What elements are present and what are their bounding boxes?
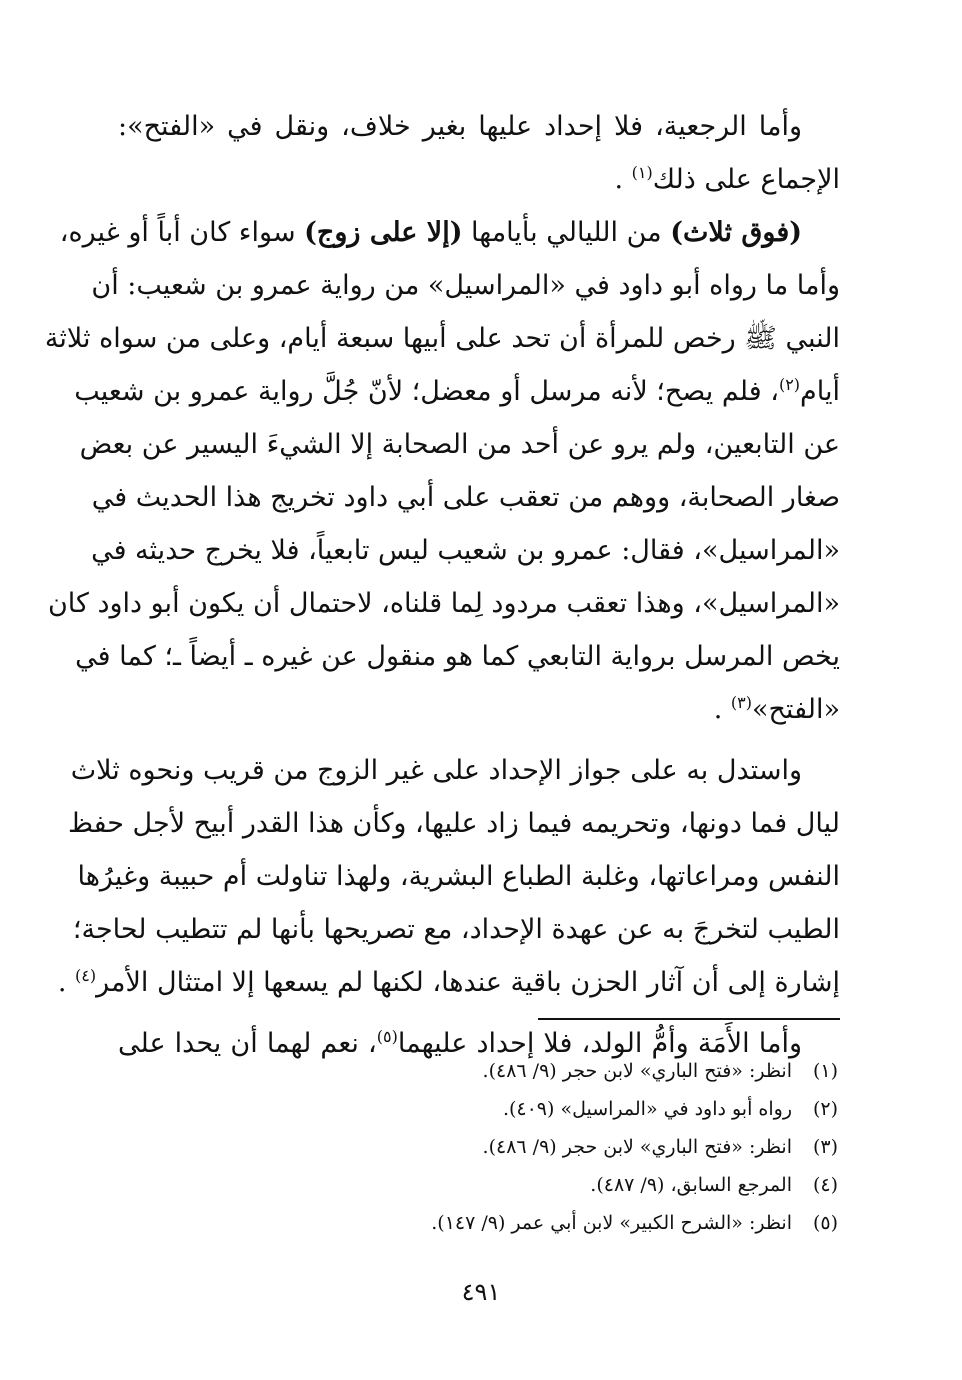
text-segment: ، فلم يصح؛ لأنه مرسل أو معضل؛ لأنّ جُلَّ رواية عمرو بن شعيب xyxy=(74,376,779,407)
text-segment: ، نعم لهما أن يحدا على xyxy=(118,1028,377,1059)
text-segment: «الفتح» xyxy=(751,694,840,725)
footnotes xyxy=(300,1052,838,1242)
text-segment: إشارة إلى أن آثار الحزن باقية عندها، لكنها لم يسعها إلا امتثال الأمر xyxy=(96,967,840,998)
text-segment: . xyxy=(614,164,624,195)
footnote-number: (٤) xyxy=(812,1174,838,1196)
text-segment: أيام xyxy=(800,376,840,407)
text-line: الطيب لتخرجَ به عن عهدة الإحداد، مع تصريحها بأنها لم تتطيب لحاجة؛ xyxy=(72,914,840,945)
footnote-ref-2: (٢) xyxy=(778,375,801,394)
text-segment: وأما الأَمَة وأمُّ الولد، فلا إحداد عليهما xyxy=(397,1028,802,1059)
text-segment: الإجماع على ذلك xyxy=(652,164,840,195)
footnote-ref-4: (٤) xyxy=(75,966,97,985)
paragraph-2 xyxy=(44,206,840,736)
footnote-number: (٢) xyxy=(812,1098,838,1120)
text-segment: من الليالي بأيامها xyxy=(462,217,671,248)
paragraph-1 xyxy=(118,100,840,206)
footnote-text: رواه أبو داود في «المراسيل» (٤٠٩). xyxy=(502,1098,792,1120)
text-line: النبي ﷺ رخص للمرأة أن تحد على أبيها سبعة أيام، وعلى من سواه ثلاثة xyxy=(44,323,840,354)
text-line: يخص المرسل برواية التابعي كما هو منقول عن غيره ـ أيضاً ـ؛ كما في xyxy=(75,641,840,672)
text-line xyxy=(59,206,840,259)
footnote-text: انظر: «الشرح الكبير» لابن أبي عمر (٩/ ١٤٧). xyxy=(431,1212,792,1234)
main-text xyxy=(44,100,840,1070)
footnote-number: (٣) xyxy=(812,1136,838,1158)
matn-phrase: (إلا على زوج) xyxy=(304,217,463,248)
text-line: وأما ما رواه أبو داود في «المراسيل» من رواية عمرو بن شعيب: أن xyxy=(91,270,840,301)
footnote-ref-1: (١) xyxy=(631,163,653,182)
footnote-text: انظر: «فتح الباري» لابن حجر (٩/ ٤٨٦). xyxy=(482,1136,792,1158)
footnote xyxy=(300,1052,838,1090)
text-line: وأما الرجعية، فلا إحداد عليها بغير خلاف، ونقل في «الفتح»: xyxy=(118,111,802,142)
text-line: «المراسيل»، فقال: عمرو بن شعيب ليس تابعياً، فلا يخرج حديثه في xyxy=(91,535,840,566)
footnote-number: (١) xyxy=(812,1060,838,1082)
footnote xyxy=(300,1090,838,1128)
text-line xyxy=(118,153,840,206)
footnote-ref-5: (٥) xyxy=(376,1027,398,1046)
paragraph-3 xyxy=(57,744,840,1009)
matn-phrase: (فوق ثلاث) xyxy=(670,217,802,248)
footnote xyxy=(300,1204,838,1242)
text-segment: سواء كان أباً أو غيره، xyxy=(59,217,305,248)
footnote-separator xyxy=(538,1018,840,1020)
text-line: ليال فما دونها، وتحريمه فيما زاد عليها، وكأن هذا القدر أبيح لأجل حفظ xyxy=(68,808,840,839)
footnote xyxy=(300,1128,838,1166)
text-line: عن التابعين، ولم يرو عن أحد من الصحابة إلا الشيءَ اليسير عن بعض xyxy=(79,429,840,460)
page-number: ٤٩١ xyxy=(461,1278,501,1306)
footnote-ref-3: (٣) xyxy=(730,693,752,712)
text-line: النفس ومراعاتها، وغلبة الطباع البشرية، ولهذا تناولت أم حبيبة وغيرُها xyxy=(77,861,840,892)
text-segment: . xyxy=(713,694,723,725)
footnote-text: المرجع السابق، (٩/ ٤٨٧). xyxy=(590,1174,792,1196)
text-line: صغار الصحابة، ووهم من تعقب على أبي داود تخريج هذا الحديث في xyxy=(91,482,840,513)
text-line xyxy=(57,956,840,1009)
footnote-number: (٥) xyxy=(812,1212,838,1234)
text-line xyxy=(118,683,840,736)
footnote-text: انظر: «فتح الباري» لابن حجر (٩/ ٤٨٦). xyxy=(482,1060,792,1082)
text-segment: . xyxy=(57,967,67,998)
text-line: واستدل به على جواز الإحداد على غير الزوج من قريب ونحوه ثلاث xyxy=(70,755,802,786)
footnote xyxy=(300,1166,838,1204)
text-line: «المراسيل»، وهذا تعقب مردود لِما قلناه، لاحتمال أن يكون أبو داود كان xyxy=(47,588,840,619)
text-line xyxy=(74,365,840,418)
